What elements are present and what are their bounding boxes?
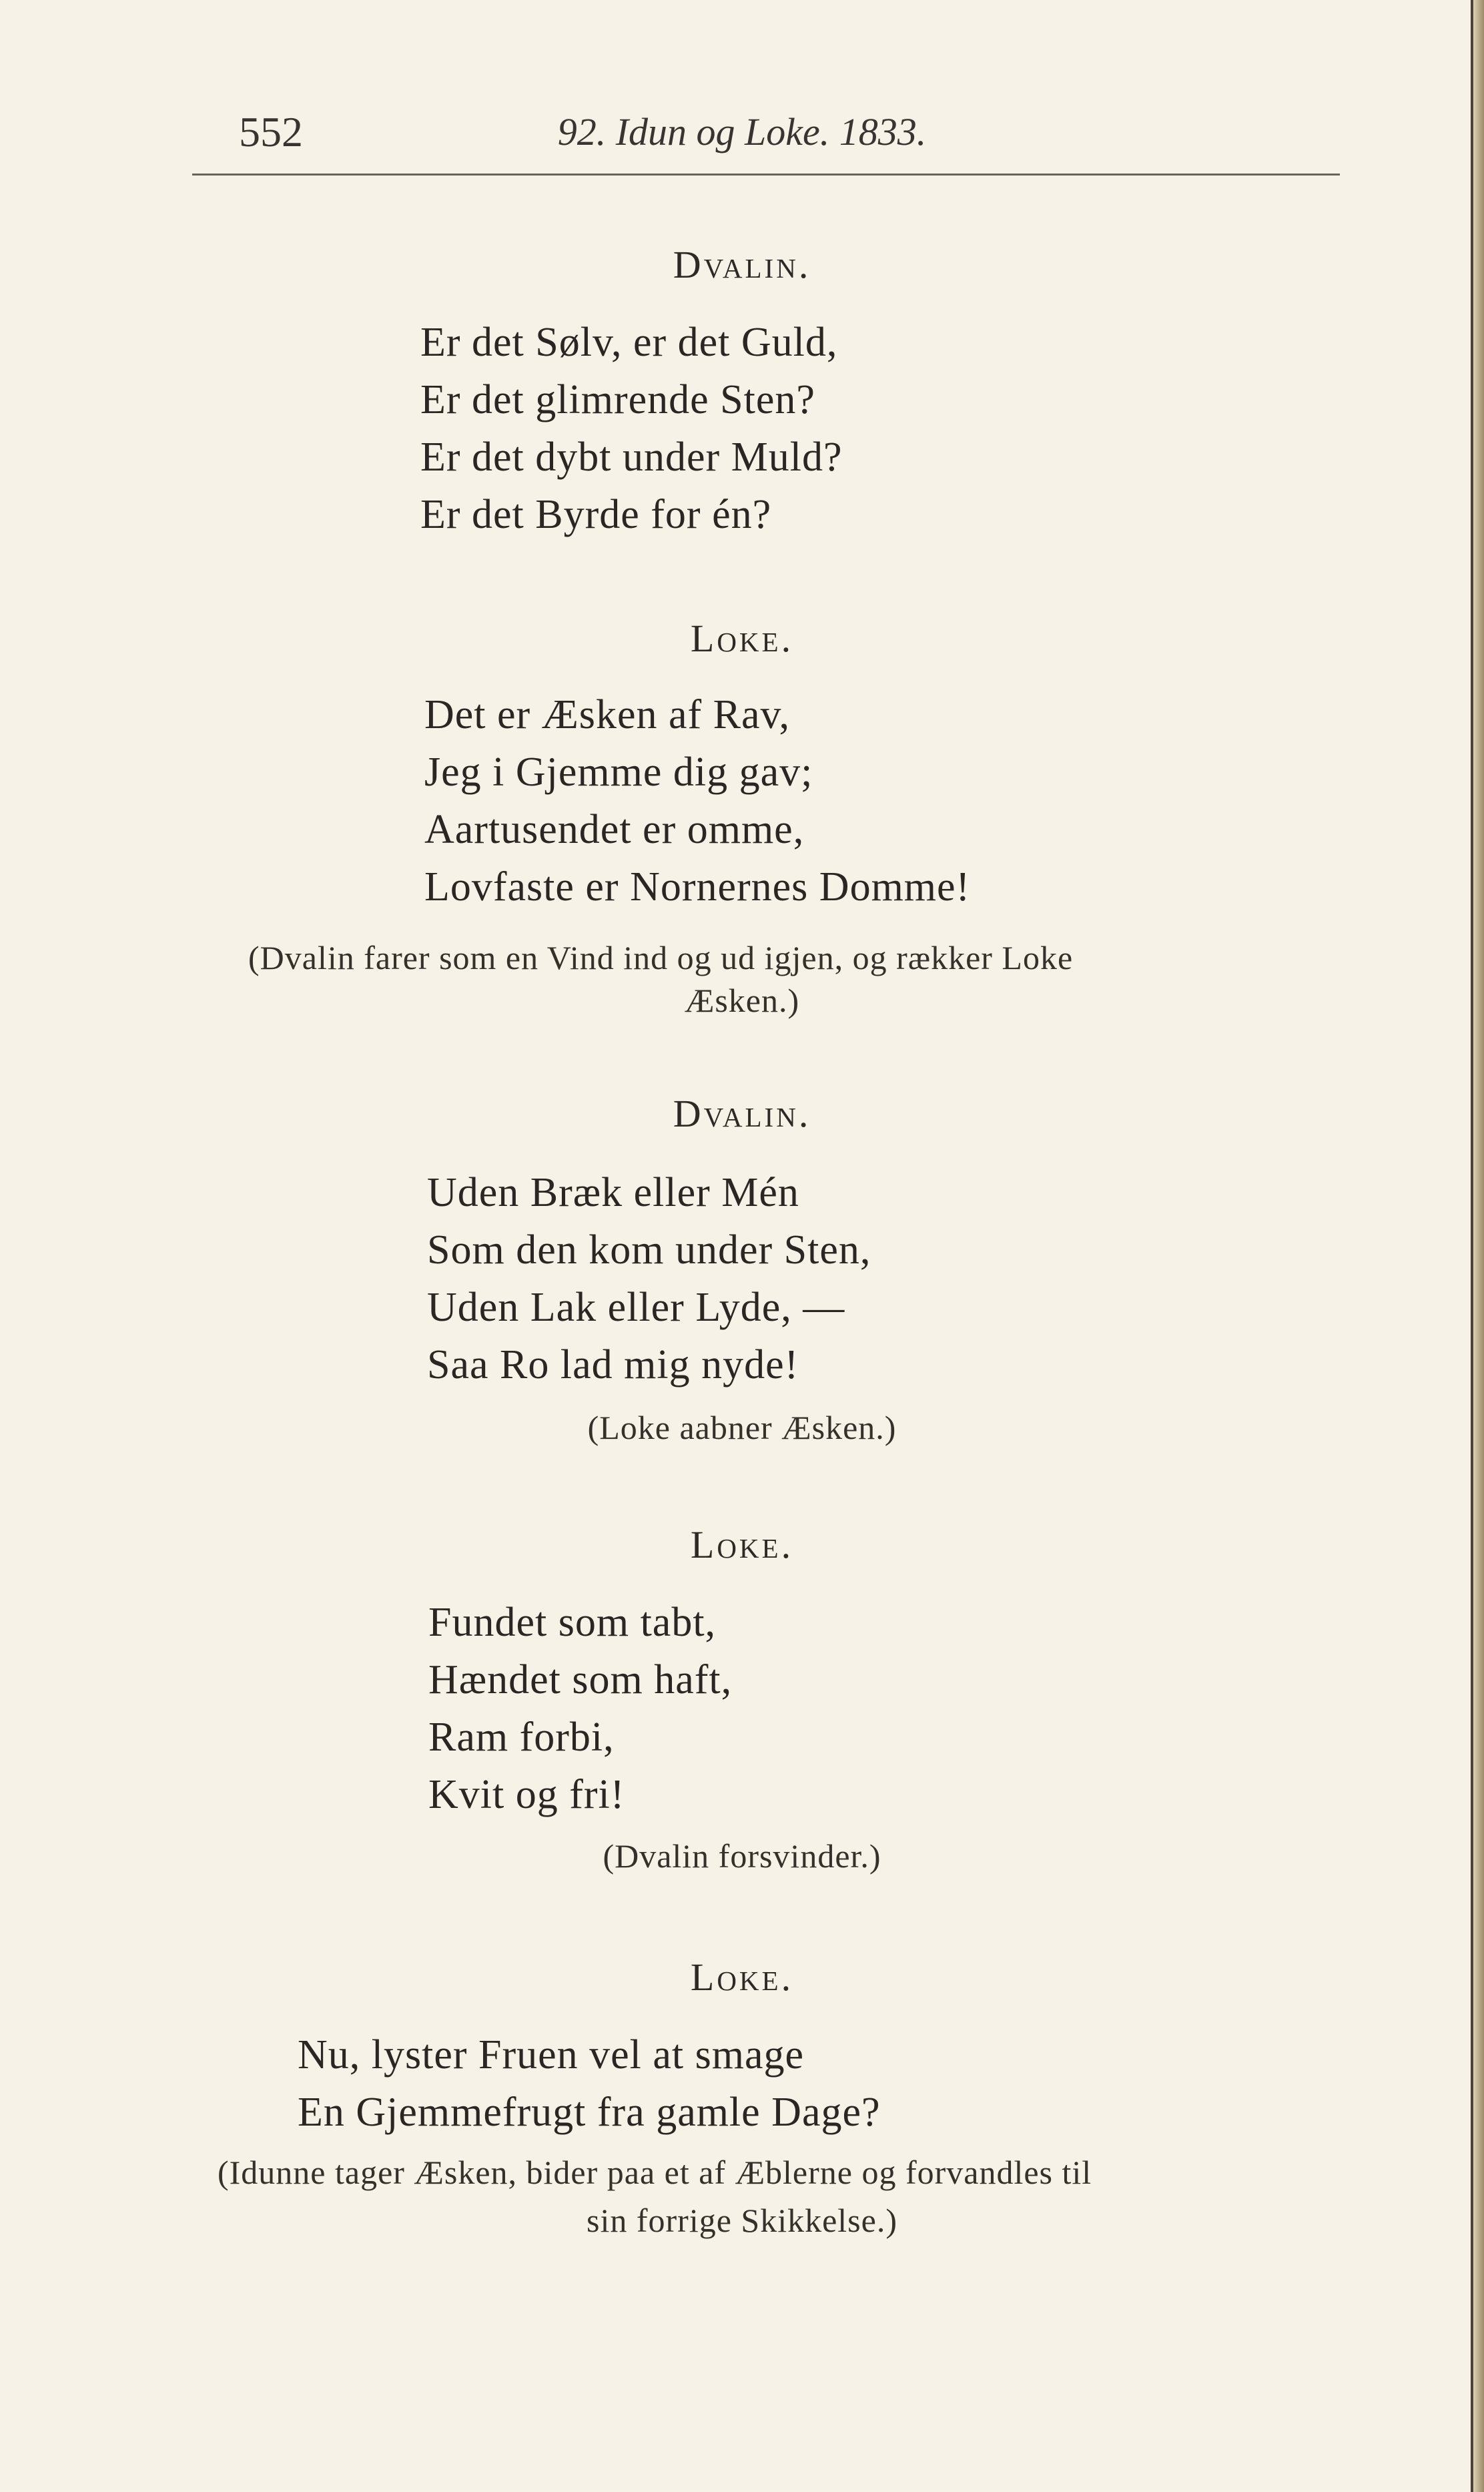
speker-name: Loke. bbox=[690, 617, 794, 660]
verse-line: Hændet som haft, bbox=[428, 1657, 733, 1702]
verse-line: En Gjemmefrugt fra gamle Dage? bbox=[298, 2090, 881, 2135]
verse-stanza bbox=[427, 1164, 871, 1393]
verse-stanza bbox=[428, 1594, 732, 1823]
verse-line: Ram forbi, bbox=[428, 1715, 615, 1760]
stage-direction: (Dvalin farer som en Vind ind og ud igjen, og rækker Loke bbox=[248, 939, 1074, 976]
verse-stanza bbox=[424, 686, 970, 916]
page-header bbox=[0, 105, 1484, 159]
stage-direction: Æsken.) bbox=[684, 982, 800, 1019]
verse-line: Er det Byrde for én? bbox=[420, 492, 772, 537]
stage-direction: (Dvalin forsvinder.) bbox=[603, 1837, 881, 1875]
verse-line: Fundet som tabt, bbox=[428, 1600, 717, 1645]
speaker-name: Dvalin. bbox=[673, 1092, 811, 1135]
verse-line: Det er Æsken af Rav, bbox=[424, 692, 790, 737]
stage-direction: (Idunne tager Æsken, bider paa et af Æblerne og forvandles til bbox=[218, 2154, 1092, 2191]
page-number: 552 bbox=[239, 108, 303, 155]
verse-line: Er det dybt under Muld? bbox=[420, 434, 843, 480]
running-title: 92. Idun og Loke. 1833. bbox=[557, 110, 927, 153]
verse-line: Uden Lak eller Lyde, — bbox=[427, 1285, 845, 1330]
verse-line: Saa Ro lad mig nyde! bbox=[427, 1342, 799, 1387]
speaker-name: Loke. bbox=[690, 1955, 794, 1999]
verse-line: Som den kom under Sten, bbox=[427, 1227, 871, 1273]
verse-line: Lovfaste er Nornernes Domme! bbox=[424, 864, 971, 910]
stage-direction: sin forrige Skikkelse.) bbox=[587, 2202, 897, 2239]
verse-line: Er det Sølv, er det Guld, bbox=[420, 320, 838, 365]
verse-stanza bbox=[420, 314, 843, 543]
verse-line: Aartusendet er omme, bbox=[424, 807, 805, 852]
page-edge-line bbox=[1471, 0, 1473, 2492]
verse-line: Er det glimrende Sten? bbox=[420, 377, 815, 422]
verse-line: Nu, lyster Fruen vel at smage bbox=[298, 2032, 805, 2078]
verse-line: Jeg i Gjemme dig gav; bbox=[424, 749, 813, 795]
verse-line: Kvit og fri! bbox=[428, 1772, 625, 1817]
verse-stanza bbox=[298, 2026, 881, 2141]
speaker-name: Loke. bbox=[690, 1523, 794, 1566]
header-rule bbox=[192, 174, 1340, 176]
verse-line: Uden Bræk eller Mén bbox=[427, 1170, 799, 1215]
speaker-name: Dvalin. bbox=[673, 243, 811, 286]
stage-direction: (Loke aabner Æsken.) bbox=[587, 1409, 897, 1446]
